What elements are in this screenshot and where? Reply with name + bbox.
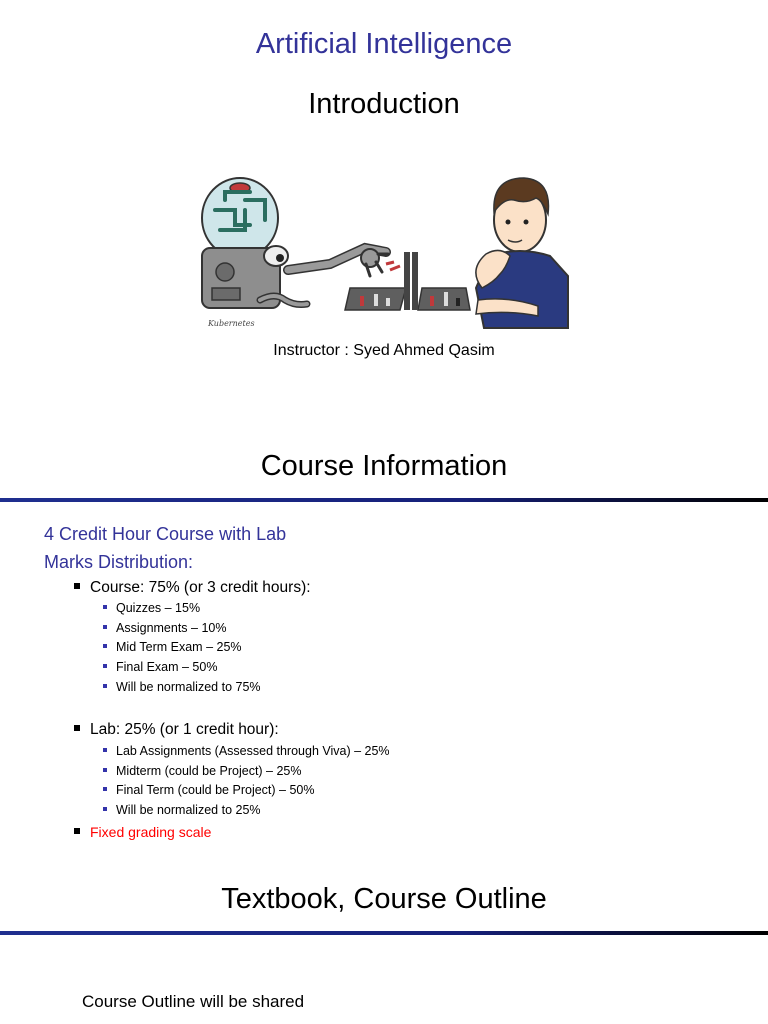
list-item <box>103 601 200 615</box>
square-bullet-icon <box>74 725 80 731</box>
robot-vs-human-chess-icon <box>190 160 570 332</box>
textbook-outline-title: Textbook, Course Outline <box>221 883 547 915</box>
square-bullet-icon <box>103 625 107 629</box>
list-item <box>103 783 314 797</box>
lab-breakdown-label: Lab: 25% (or 1 credit hour): <box>90 721 279 738</box>
list-item-text: Final Exam – 50% <box>116 660 218 674</box>
square-bullet-icon <box>103 605 107 609</box>
slide-subtitle: Introduction <box>308 88 460 120</box>
list-item-text: Will be normalized to 75% <box>116 680 261 694</box>
square-bullet-icon <box>103 748 107 752</box>
list-item-text: Assignments – 10% <box>116 621 227 635</box>
square-bullet-icon <box>103 664 107 668</box>
list-item-text: Final Term (could be Project) – 50% <box>116 783 315 797</box>
square-bullet-icon <box>74 828 80 834</box>
square-bullet-icon <box>103 644 107 648</box>
course-information-title: Course Information <box>260 450 508 482</box>
list-item <box>103 640 242 654</box>
credit-hour-line: 4 Credit Hour Course with Lab <box>44 524 287 544</box>
list-item <box>103 660 217 674</box>
list-item-text: Quizzes – 15% <box>116 601 201 615</box>
instructor-name: Instructor : Syed Ahmed Qasim <box>273 342 495 359</box>
square-bullet-icon <box>103 807 107 811</box>
square-bullet-icon <box>103 787 107 791</box>
list-item-text: Midterm (could be Project) – 25% <box>116 764 302 778</box>
square-bullet-icon <box>103 768 107 772</box>
list-item-text: Will be normalized to 25% <box>116 803 261 817</box>
list-item-text: Lab Assignments (Assessed through Viva) – 25% <box>116 744 390 758</box>
svg-text:Kubernetes: Kubernetes <box>208 319 255 328</box>
list-item <box>103 621 226 635</box>
lab-breakdown-item <box>74 721 279 739</box>
course-breakdown-label: Course: 75% (or 3 credit hours): <box>90 579 311 596</box>
title-divider <box>0 931 768 935</box>
title-divider <box>0 498 768 502</box>
list-item <box>103 680 261 694</box>
course-outline-text: Course Outline will be shared <box>82 992 305 1011</box>
slide-title-ai: Artificial Intelligence <box>255 28 513 60</box>
square-bullet-icon <box>103 684 107 688</box>
grading-scale-item <box>74 824 211 840</box>
list-item <box>103 764 302 778</box>
marks-distribution-heading: Marks Distribution: <box>44 552 194 572</box>
square-bullet-icon <box>74 583 80 589</box>
list-item <box>103 744 390 758</box>
list-item-text: Mid Term Exam – 25% <box>116 640 242 654</box>
grading-scale-text: Fixed grading scale <box>90 824 212 840</box>
list-item <box>103 803 261 817</box>
course-breakdown-item <box>74 579 311 597</box>
